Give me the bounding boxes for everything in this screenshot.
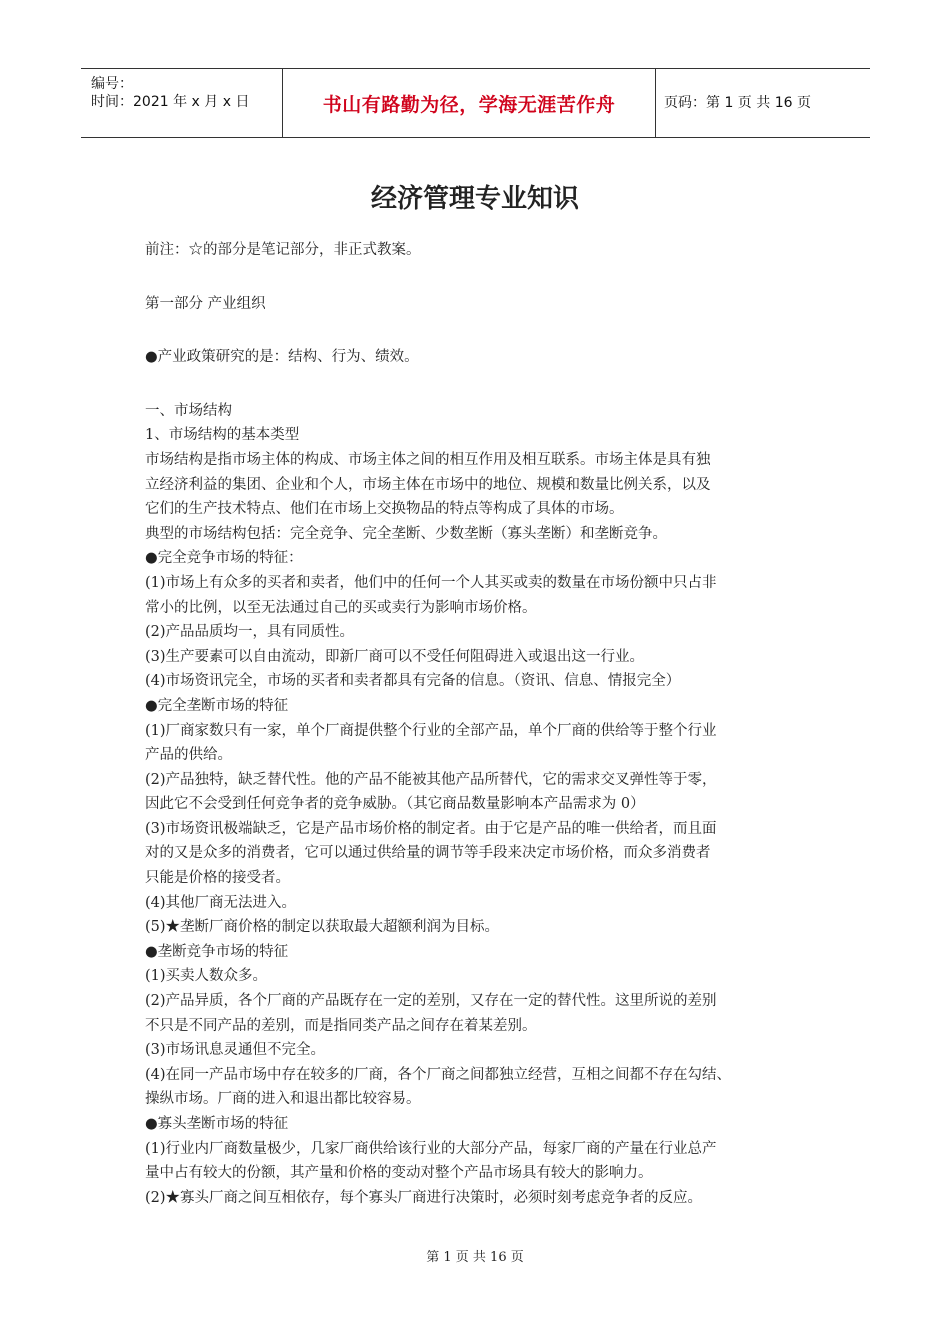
body-line: 典型的市场结构包括：完全竞争、完全垄断、少数垄断（寡头垄断）和垄断竞争。 bbox=[145, 525, 667, 542]
body-lines bbox=[145, 399, 815, 1211]
header-page-cell bbox=[656, 69, 878, 137]
body-line: 常小的比例，以至无法通过自己的买或卖行为影响市场价格。 bbox=[145, 599, 537, 616]
body-line: 市场结构是指市场主体的构成、市场主体之间的相互作用及相互联系。市场主体是具有独 bbox=[145, 451, 711, 468]
document-number-label: 编号： bbox=[91, 76, 133, 92]
intro-note: 前注：☆的部分是笔记部分，非正式教案。 bbox=[145, 242, 421, 258]
body-line: (2)产品独特，缺乏替代性。他的产品不能被其他产品所替代，它的需求交叉弹性等于零， bbox=[145, 771, 717, 788]
body-line: (1)买卖人数众多。 bbox=[145, 968, 268, 985]
body-line: (2)产品品质均一，具有同质性。 bbox=[145, 624, 355, 641]
body-line: 操纵市场。厂商的进入和退出都比较容易。 bbox=[145, 1091, 421, 1108]
policy-note: ●产业政策研究的是：结构、行为、绩效。 bbox=[145, 349, 419, 366]
body-line: ●完全竞争市场的特征： bbox=[145, 550, 303, 567]
body-line: 一、市场结构 bbox=[145, 402, 232, 419]
body-line: 产品的供给。 bbox=[145, 747, 232, 764]
body-line: (2)★寡头厂商之间互相依存，每个寡头厂商进行决策时，必须时刻考虑竞争者的反应。 bbox=[145, 1189, 703, 1206]
document-date-label: 时间：2021 年 x 月 x 日 bbox=[91, 94, 250, 110]
body-line: ●完全垄断市场的特征 bbox=[145, 697, 289, 714]
body-line: 1、市场结构的基本类型 bbox=[145, 427, 300, 444]
header-motto: 书山有路勤为径，学海无涯苦作舟 bbox=[322, 93, 616, 116]
document-title: 经济管理专业知识 bbox=[370, 184, 579, 214]
body-line: 因此它不会受到任何竞争者的竞争威胁。（其它商品数量影响本产品需求为 0） bbox=[145, 796, 645, 813]
body-line: (4)其他厂商无法进入。 bbox=[145, 894, 297, 911]
body-line: 立经济利益的集团、企业和个人，市场主体在市场中的地位、规模和数量比例关系，以及 bbox=[145, 476, 711, 493]
header-meta-cell bbox=[81, 69, 283, 137]
body-line: 只能是价格的接受者。 bbox=[145, 870, 290, 887]
body-line: 它们的生产技术特点、他们在市场上交换物品的特点等构成了具体的市场。 bbox=[145, 501, 624, 518]
header-motto-cell bbox=[283, 69, 656, 137]
body-line: (4)市场资讯完全，市场的买者和卖者都具有完备的信息。（资讯、信息、情报完全） bbox=[145, 673, 681, 690]
body-line: (3)市场讯息灵通但不完全。 bbox=[145, 1042, 326, 1059]
part-heading: 第一部分 产业组织 bbox=[145, 295, 266, 312]
body-line: (1)厂商家数只有一家，单个厂商提供整个行业的全部产品，单个厂商的供给等于整个行业 bbox=[145, 722, 717, 739]
body-line: (2)产品异质，各个厂商的产品既存在一定的差别，又存在一定的替代性。这里所说的差别 bbox=[145, 993, 717, 1010]
page-footer: 第 1 页 共 16 页 bbox=[426, 1250, 524, 1265]
body-line: (4)在同一产品市场中存在较多的厂商，各个厂商之间都独立经营，互相之间都不存在勾结、 bbox=[145, 1066, 732, 1083]
body-line: 不只是不同产品的差别，而是指同类产品之间存在着某差别。 bbox=[145, 1017, 537, 1034]
document-body bbox=[145, 238, 815, 1210]
document-header bbox=[81, 68, 870, 138]
body-line: ●寡头垄断市场的特征 bbox=[145, 1116, 289, 1132]
header-page-code: 页码：第 1 页 共 16 页 bbox=[664, 95, 811, 111]
body-line: 对的又是众多的消费者，它可以通过供给量的调节等手段来决定市场价格，而众多消费者 bbox=[145, 845, 711, 862]
body-line: (3)市场资讯极端缺乏，它是产品市场价格的制定者。由于它是产品的唯一供给者，而且面 bbox=[145, 820, 717, 837]
body-line: (1)市场上有众多的买者和卖者，他们中的任何一个人其买或卖的数量在市场份额中只占非 bbox=[145, 574, 717, 591]
body-line: 量中占有较大的份额，其产量和价格的变动对整个产品市场具有较大的影响力。 bbox=[145, 1165, 653, 1182]
body-line: (5)★垄断厂商价格的制定以获取最大超额利润为目标。 bbox=[145, 919, 500, 936]
body-line: (1)行业内厂商数量极少，几家厂商供给该行业的大部分产品，每家厂商的产量在行业总产 bbox=[145, 1140, 717, 1157]
body-line: (3)生产要素可以自由流动，即新厂商可以不受任何阻碍进入或退出这一行业。 bbox=[145, 648, 645, 665]
body-line: ●垄断竞争市场的特征 bbox=[145, 943, 289, 960]
